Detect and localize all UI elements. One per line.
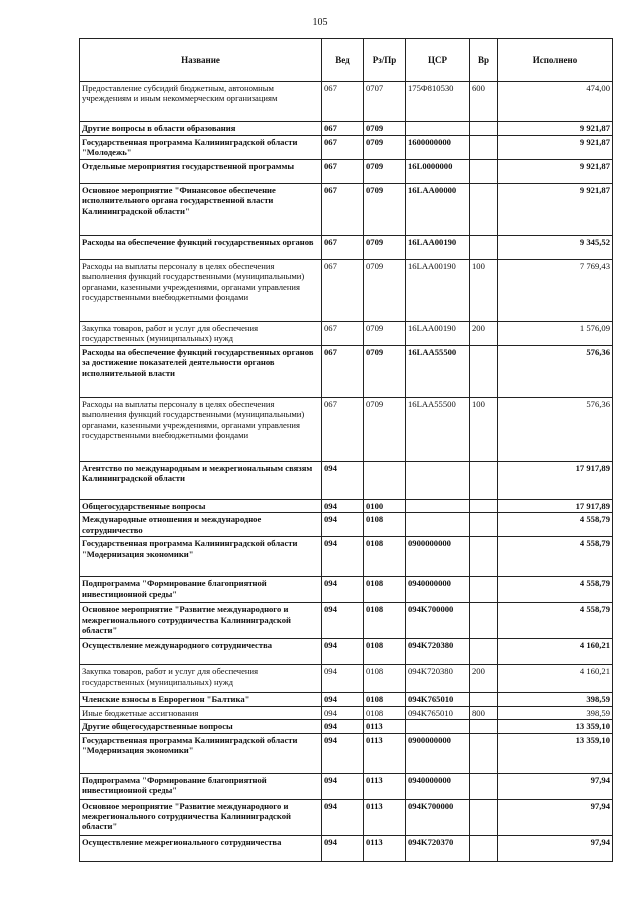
row-done-cell: 9 921,87 bbox=[498, 122, 613, 136]
table-row bbox=[80, 799, 613, 835]
row-vr-cell: 600 bbox=[470, 82, 498, 122]
row-rz-pr-cell: 0709 bbox=[364, 260, 406, 322]
table-row bbox=[80, 346, 613, 398]
table-row bbox=[80, 693, 613, 706]
row-vr-cell bbox=[470, 733, 498, 773]
row-ved-cell: 094 bbox=[322, 720, 364, 733]
row-ved-cell: 094 bbox=[322, 603, 364, 639]
table-header bbox=[80, 39, 613, 82]
row-name-cell: Агентство по международным и межрегиональным связям Калининградской области bbox=[80, 462, 322, 500]
row-ved-cell: 067 bbox=[322, 398, 364, 462]
row-ved-cell: 094 bbox=[322, 799, 364, 835]
row-rz-pr-cell: 0709 bbox=[364, 346, 406, 398]
header-row bbox=[80, 39, 613, 82]
row-done-cell: 9 921,87 bbox=[498, 160, 613, 184]
row-ved-cell: 067 bbox=[322, 122, 364, 136]
row-vr-cell: 100 bbox=[470, 260, 498, 322]
row-name-cell: Подпрограмма "Формирование благоприятной инвестиционной среды" bbox=[80, 577, 322, 603]
row-rz-pr-cell: 0108 bbox=[364, 693, 406, 706]
row-name-cell: Международные отношения и международное сотрудничество bbox=[80, 513, 322, 537]
row-csr-cell: 16LAA00190 bbox=[406, 260, 470, 322]
row-done-cell: 97,94 bbox=[498, 835, 613, 861]
row-name-cell: Отдельные мероприятия государственной программы bbox=[80, 160, 322, 184]
row-rz-pr-cell: 0108 bbox=[364, 513, 406, 537]
table-row bbox=[80, 513, 613, 537]
row-ved-cell: 067 bbox=[322, 260, 364, 322]
row-vr-cell bbox=[470, 773, 498, 799]
row-vr-cell bbox=[470, 693, 498, 706]
row-csr-cell: 094K765010 bbox=[406, 693, 470, 706]
row-vr-cell bbox=[470, 537, 498, 577]
row-ved-cell: 094 bbox=[322, 500, 364, 513]
header-ved: Вед bbox=[322, 39, 364, 82]
row-ved-cell: 094 bbox=[322, 639, 364, 665]
row-done-cell: 398,59 bbox=[498, 693, 613, 706]
table-row bbox=[80, 639, 613, 665]
row-rz-pr-cell: 0709 bbox=[364, 160, 406, 184]
row-name-cell: Осуществление межрегионального сотрудничества bbox=[80, 835, 322, 861]
row-rz-pr-cell: 0113 bbox=[364, 733, 406, 773]
row-done-cell: 17 917,89 bbox=[498, 500, 613, 513]
row-done-cell: 97,94 bbox=[498, 773, 613, 799]
row-csr-cell: 094K700000 bbox=[406, 603, 470, 639]
row-vr-cell bbox=[470, 799, 498, 835]
row-vr-cell: 200 bbox=[470, 665, 498, 693]
row-name-cell: Основное мероприятие "Финансовое обеспечение исполнительного органа государственной власти Калининградской области" bbox=[80, 184, 322, 236]
header-rz-pr: Рз/Пр bbox=[364, 39, 406, 82]
row-csr-cell: 16LAA00190 bbox=[406, 236, 470, 260]
row-done-cell: 7 769,43 bbox=[498, 260, 613, 322]
row-done-cell: 4 160,21 bbox=[498, 639, 613, 665]
row-done-cell: 474,00 bbox=[498, 82, 613, 122]
row-rz-pr-cell: 0108 bbox=[364, 577, 406, 603]
row-vr-cell bbox=[470, 513, 498, 537]
row-rz-pr-cell: 0709 bbox=[364, 236, 406, 260]
table-row bbox=[80, 398, 613, 462]
table-row bbox=[80, 322, 613, 346]
row-csr-cell bbox=[406, 513, 470, 537]
row-vr-cell bbox=[470, 346, 498, 398]
table-row bbox=[80, 706, 613, 719]
row-ved-cell: 067 bbox=[322, 346, 364, 398]
row-rz-pr-cell: 0100 bbox=[364, 500, 406, 513]
row-rz-pr-cell: 0707 bbox=[364, 82, 406, 122]
row-vr-cell: 800 bbox=[470, 706, 498, 719]
row-rz-pr-cell: 0709 bbox=[364, 136, 406, 160]
row-rz-pr-cell: 0113 bbox=[364, 720, 406, 733]
table-row bbox=[80, 500, 613, 513]
table-row bbox=[80, 236, 613, 260]
row-csr-cell bbox=[406, 462, 470, 500]
row-done-cell: 4 558,79 bbox=[498, 537, 613, 577]
row-name-cell: Осуществление международного сотрудничества bbox=[80, 639, 322, 665]
row-csr-cell: 0940000000 bbox=[406, 773, 470, 799]
row-vr-cell bbox=[470, 462, 498, 500]
row-name-cell: Основное мероприятие "Развитие международного и межрегионального сотрудничества Калининградской области" bbox=[80, 799, 322, 835]
table-row bbox=[80, 136, 613, 160]
row-vr-cell bbox=[470, 184, 498, 236]
row-csr-cell bbox=[406, 720, 470, 733]
row-done-cell: 4 558,79 bbox=[498, 577, 613, 603]
row-rz-pr-cell: 0108 bbox=[364, 603, 406, 639]
row-csr-cell: 094K765010 bbox=[406, 706, 470, 719]
row-name-cell: Государственная программа Калининградской области "Молодежь" bbox=[80, 136, 322, 160]
header-done: Исполнено bbox=[498, 39, 613, 82]
row-name-cell: Государственная программа Калининградской области "Модернизация экономики" bbox=[80, 733, 322, 773]
row-vr-cell bbox=[470, 136, 498, 160]
row-done-cell: 9 921,87 bbox=[498, 136, 613, 160]
row-csr-cell bbox=[406, 500, 470, 513]
row-done-cell: 4 558,79 bbox=[498, 513, 613, 537]
row-done-cell: 398,59 bbox=[498, 706, 613, 719]
row-csr-cell: 16LAA00000 bbox=[406, 184, 470, 236]
row-ved-cell: 094 bbox=[322, 537, 364, 577]
row-done-cell: 97,94 bbox=[498, 799, 613, 835]
row-name-cell: Предоставление субсидий бюджетным, автономным учреждениям и иным некоммерческим организациям bbox=[80, 82, 322, 122]
row-name-cell: Государственная программа Калининградской области "Модернизация экономики" bbox=[80, 537, 322, 577]
row-csr-cell: 0900000000 bbox=[406, 537, 470, 577]
row-done-cell: 576,36 bbox=[498, 398, 613, 462]
row-ved-cell: 094 bbox=[322, 693, 364, 706]
row-ved-cell: 067 bbox=[322, 322, 364, 346]
row-csr-cell: 0940000000 bbox=[406, 577, 470, 603]
row-done-cell: 17 917,89 bbox=[498, 462, 613, 500]
row-csr-cell: 16LAA00190 bbox=[406, 322, 470, 346]
budget-table bbox=[79, 38, 613, 862]
row-done-cell: 13 359,10 bbox=[498, 720, 613, 733]
row-vr-cell bbox=[470, 603, 498, 639]
row-vr-cell bbox=[470, 500, 498, 513]
row-name-cell: Другие общегосударственные вопросы bbox=[80, 720, 322, 733]
table-row bbox=[80, 733, 613, 773]
row-vr-cell: 100 bbox=[470, 398, 498, 462]
row-csr-cell bbox=[406, 122, 470, 136]
row-rz-pr-cell: 0113 bbox=[364, 773, 406, 799]
row-csr-cell: 1600000000 bbox=[406, 136, 470, 160]
header-csr: ЦСР bbox=[406, 39, 470, 82]
table-row bbox=[80, 260, 613, 322]
row-csr-cell: 16LAA55500 bbox=[406, 346, 470, 398]
row-name-cell: Расходы на обеспечение функций государственных органов за достижение показателей деятельности органов исполнительной власти bbox=[80, 346, 322, 398]
row-vr-cell bbox=[470, 160, 498, 184]
table-row bbox=[80, 577, 613, 603]
row-rz-pr-cell: 0113 bbox=[364, 835, 406, 861]
row-done-cell: 4 558,79 bbox=[498, 603, 613, 639]
row-rz-pr-cell: 0709 bbox=[364, 184, 406, 236]
row-name-cell: Основное мероприятие "Развитие международного и межрегионального сотрудничества Калининградской области" bbox=[80, 603, 322, 639]
row-done-cell: 9 921,87 bbox=[498, 184, 613, 236]
row-vr-cell bbox=[470, 122, 498, 136]
row-ved-cell: 094 bbox=[322, 513, 364, 537]
row-ved-cell: 094 bbox=[322, 706, 364, 719]
table-row bbox=[80, 720, 613, 733]
header-vr: Вр bbox=[470, 39, 498, 82]
row-done-cell: 9 345,52 bbox=[498, 236, 613, 260]
row-ved-cell: 067 bbox=[322, 82, 364, 122]
row-done-cell: 13 359,10 bbox=[498, 733, 613, 773]
page-number: 105 bbox=[312, 17, 328, 28]
row-vr-cell bbox=[470, 577, 498, 603]
table-row bbox=[80, 665, 613, 693]
row-rz-pr-cell: 0108 bbox=[364, 639, 406, 665]
row-name-cell: Расходы на выплаты персоналу в целях обеспечения выполнения функций государственными (муниципальными) органами, казенными учреждениями, органами управления государственными внебюджетными фондами bbox=[80, 260, 322, 322]
row-name-cell: Общегосударственные вопросы bbox=[80, 500, 322, 513]
row-csr-cell: 094K720370 bbox=[406, 835, 470, 861]
table-row bbox=[80, 462, 613, 500]
row-ved-cell: 094 bbox=[322, 577, 364, 603]
row-rz-pr-cell: 0113 bbox=[364, 799, 406, 835]
row-vr-cell bbox=[470, 835, 498, 861]
table-row bbox=[80, 82, 613, 122]
row-ved-cell: 067 bbox=[322, 136, 364, 160]
row-vr-cell: 200 bbox=[470, 322, 498, 346]
row-vr-cell bbox=[470, 720, 498, 733]
row-rz-pr-cell: 0709 bbox=[364, 322, 406, 346]
row-vr-cell bbox=[470, 639, 498, 665]
row-name-cell: Подпрограмма "Формирование благоприятной инвестиционной среды" bbox=[80, 773, 322, 799]
row-ved-cell: 067 bbox=[322, 184, 364, 236]
row-rz-pr-cell: 0108 bbox=[364, 537, 406, 577]
row-ved-cell: 094 bbox=[322, 773, 364, 799]
row-csr-cell: 094K700000 bbox=[406, 799, 470, 835]
table-row bbox=[80, 122, 613, 136]
table-row bbox=[80, 835, 613, 861]
row-done-cell: 1 576,09 bbox=[498, 322, 613, 346]
row-rz-pr-cell bbox=[364, 462, 406, 500]
row-done-cell: 576,36 bbox=[498, 346, 613, 398]
row-name-cell: Расходы на обеспечение функций государственных органов bbox=[80, 236, 322, 260]
table-row bbox=[80, 184, 613, 236]
row-ved-cell: 067 bbox=[322, 160, 364, 184]
row-csr-cell: 094K720380 bbox=[406, 665, 470, 693]
row-ved-cell: 094 bbox=[322, 665, 364, 693]
row-ved-cell: 094 bbox=[322, 835, 364, 861]
table-body bbox=[80, 82, 613, 862]
row-vr-cell bbox=[470, 236, 498, 260]
row-csr-cell: 16L0000000 bbox=[406, 160, 470, 184]
row-csr-cell: 094K720380 bbox=[406, 639, 470, 665]
table-row bbox=[80, 160, 613, 184]
row-csr-cell: 0900000000 bbox=[406, 733, 470, 773]
row-csr-cell: 175Ф810530 bbox=[406, 82, 470, 122]
table-row bbox=[80, 537, 613, 577]
row-name-cell: Иные бюджетные ассигнования bbox=[80, 706, 322, 719]
row-ved-cell: 094 bbox=[322, 733, 364, 773]
row-name-cell: Членские взносы в Еврорегион "Балтика" bbox=[80, 693, 322, 706]
table-row bbox=[80, 773, 613, 799]
row-rz-pr-cell: 0709 bbox=[364, 122, 406, 136]
row-name-cell: Расходы на выплаты персоналу в целях обеспечения выполнения функций государственными (муниципальными) органами, казенными учреждениями, органами управления государственными внебюджетными фондами bbox=[80, 398, 322, 462]
table-row bbox=[80, 603, 613, 639]
row-rz-pr-cell: 0709 bbox=[364, 398, 406, 462]
row-rz-pr-cell: 0108 bbox=[364, 665, 406, 693]
row-ved-cell: 094 bbox=[322, 462, 364, 500]
row-done-cell: 4 160,21 bbox=[498, 665, 613, 693]
row-csr-cell: 16LAA55500 bbox=[406, 398, 470, 462]
row-rz-pr-cell: 0108 bbox=[364, 706, 406, 719]
row-name-cell: Другие вопросы в области образования bbox=[80, 122, 322, 136]
header-name: Название bbox=[80, 39, 322, 82]
row-ved-cell: 067 bbox=[322, 236, 364, 260]
row-name-cell: Закупка товаров, работ и услуг для обеспечения государственных (муниципальных) нужд bbox=[80, 322, 322, 346]
row-name-cell: Закупка товаров, работ и услуг для обеспечения государственных (муниципальных) нужд bbox=[80, 665, 322, 693]
